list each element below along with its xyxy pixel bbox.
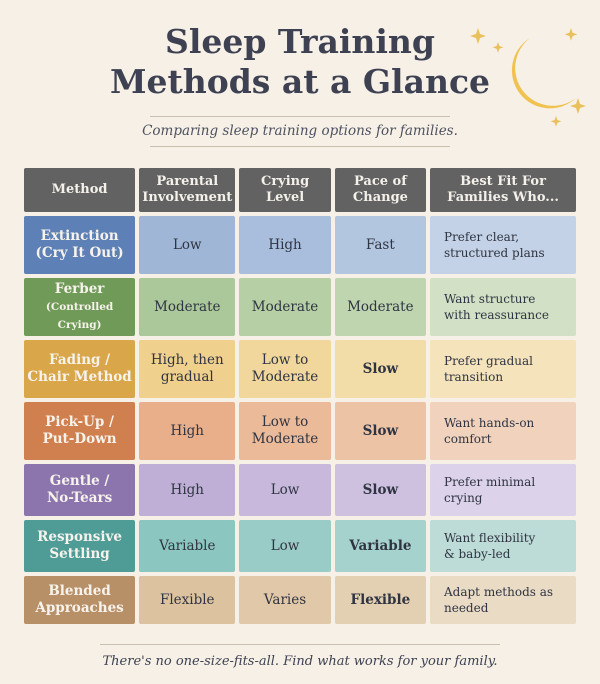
header-pace-of-change: Pace of Change (335, 168, 426, 212)
involvement-cell: High (139, 402, 235, 460)
crying-cell: Low to Moderate (239, 402, 330, 460)
involvement-cell: High, then gradual (139, 340, 235, 398)
involvement-cell: High (139, 464, 235, 516)
header-parental-involvement: Parental Involvement (139, 168, 235, 212)
crying-cell: Low to Moderate (239, 340, 330, 398)
pace-cell: Slow (335, 464, 426, 516)
table-row (24, 340, 576, 398)
pace-cell: Moderate (335, 278, 426, 336)
footer-note: There's no one-size-fits-all. Find what works for your family. (102, 654, 498, 669)
subtitle-rule-left (150, 116, 450, 117)
best-fit-cell: Want hands-on comfort (430, 402, 576, 460)
method-cell: Gentle / No-Tears (24, 464, 135, 516)
method-cell: Pick-Up / Put-Down (24, 402, 135, 460)
method-cell: Blended Approaches (24, 576, 135, 624)
involvement-cell: Moderate (139, 278, 235, 336)
header-crying-level: Crying Level (239, 168, 330, 212)
best-fit-cell: Prefer gradual transition (430, 340, 576, 398)
crying-cell: Low (239, 464, 330, 516)
method-cell: Extinction (Cry It Out) (24, 216, 135, 274)
header-best-fit: Best Fit For Families Who... (430, 168, 576, 212)
footer-rule (100, 644, 500, 645)
table-row (24, 216, 576, 274)
table-body (24, 216, 576, 624)
pace-cell: Slow (335, 402, 426, 460)
subtitle: Comparing sleep training options for families. (142, 123, 458, 139)
best-fit-cell: Prefer minimal crying (430, 464, 576, 516)
moon-and-stars-icon (468, 20, 588, 130)
pace-cell: Variable (335, 520, 426, 572)
pace-cell: Flexible (335, 576, 426, 624)
header-method: Method (24, 168, 135, 212)
pace-cell: Fast (335, 216, 426, 274)
pace-cell: Slow (335, 340, 426, 398)
method-cell: Responsive Settling (24, 520, 135, 572)
comparison-table (24, 168, 576, 628)
best-fit-cell: Want flexibility & baby-led (430, 520, 576, 572)
crying-cell: Low (239, 520, 330, 572)
table-row (24, 278, 576, 336)
crying-cell: High (239, 216, 330, 274)
method-cell: Ferber (Controlled Crying) (24, 278, 135, 336)
table-header-row (24, 168, 576, 212)
table-row (24, 520, 576, 572)
best-fit-cell: Prefer clear, structured plans (430, 216, 576, 274)
table-row (24, 402, 576, 460)
crying-cell: Varies (239, 576, 330, 624)
subtitle-rule-bottom (150, 146, 450, 147)
table-row (24, 576, 576, 624)
involvement-cell: Variable (139, 520, 235, 572)
crying-cell: Moderate (239, 278, 330, 336)
involvement-cell: Low (139, 216, 235, 274)
best-fit-cell: Want structure with reassurance (430, 278, 576, 336)
best-fit-cell: Adapt methods as needed (430, 576, 576, 624)
table-row (24, 464, 576, 516)
title-line-2: Methods at a Glance (109, 62, 491, 101)
involvement-cell: Flexible (139, 576, 235, 624)
method-cell: Fading / Chair Method (24, 340, 135, 398)
title-line-1: Sleep Training (165, 22, 435, 61)
